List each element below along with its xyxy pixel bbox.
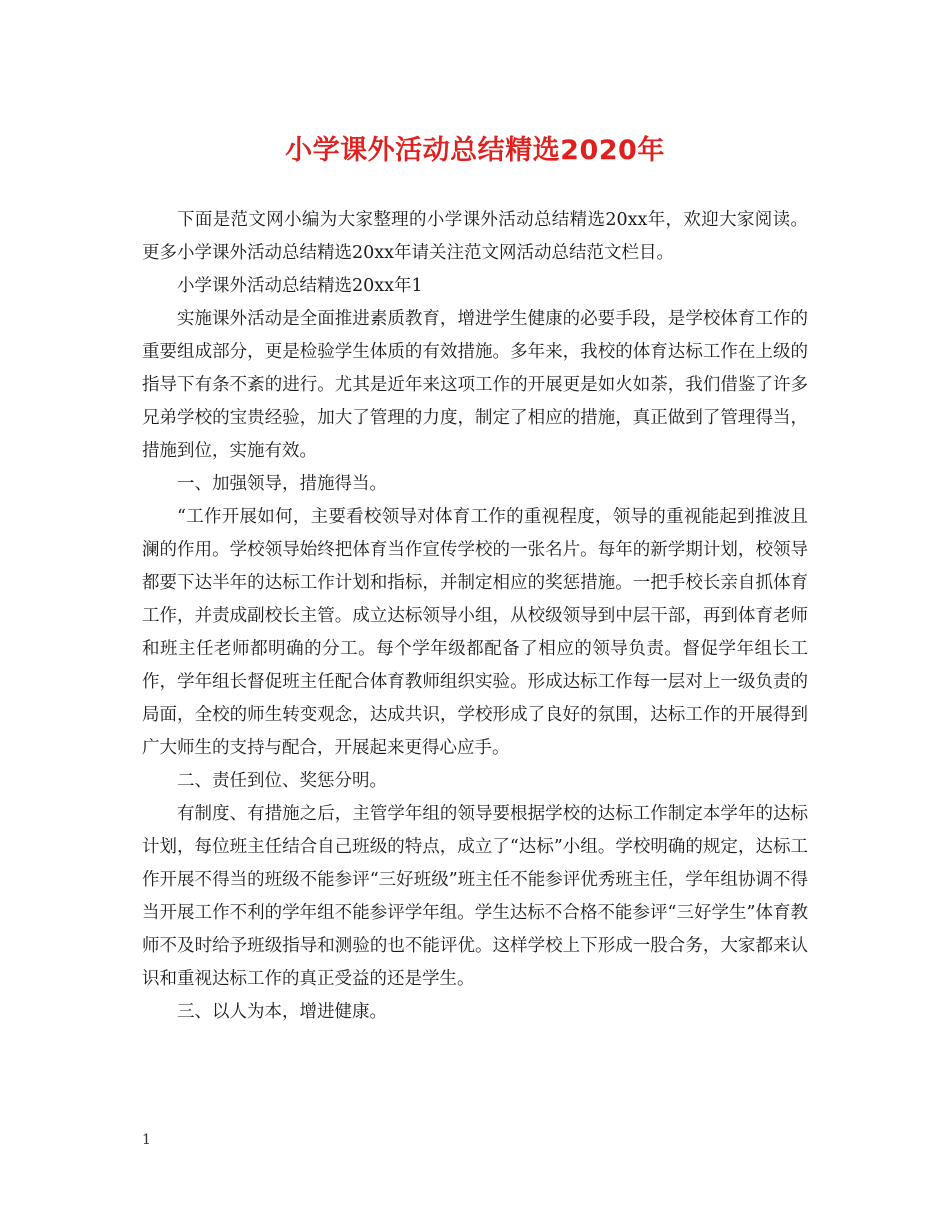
page-number: 1 bbox=[142, 1132, 151, 1148]
body-paragraph: 有制度、有措施之后，主管学年组的领导要根据学校的达标工作制定本学年的达标计划，每位班主任结合自己班级的特点，成立了“达标”小组。学校明确的规定，达标工作开展不得当的班级不能参评“三好班级”班主任不能参评优秀班主任，学年组协调不得当开展工作不利的学年组不能参评学年组。学生达标不合格不能参评“三好学生”体育教师不及时给予班级指导和测验的也不能评优。这样学校上下形成一股合务，大家都来认识和重视达标工作的真正受益的还是学生。 bbox=[142, 804, 808, 989]
section-heading: 二、责任到位、奖惩分明。 bbox=[177, 771, 387, 791]
intro-paragraph: 下面是范文网小编为大家整理的小学课外活动总结精选20xx年，欢迎大家阅读。更多小学课外活动总结精选20xx年请关注范文网活动总结范文栏目。 bbox=[142, 210, 808, 263]
body-paragraph: 实施课外活动是全面推进素质教育，增进学生健康的必要手段，是学校体育工作的重要组成部分，更是检验学生体质的有效措施。多年来，我校的体育达标工作在上级的指导下有条不紊的进行。尤其是近年来这项工作的开展更是如火如荼，我们借鉴了许多兄弟学校的宝贵经验，加大了管理的力度，制定了相应的措施，真正做到了管理得当，措施到位，实施有效。 bbox=[142, 309, 808, 461]
body-paragraph: “工作开展如何，主要看校领导对体育工作的重视程度，领导的重视能起到推波且澜的作用。学校领导始终把体育当作宣传学校的一张名片。每年的新学期计划，校领导都要下达半年的达标工作计划和指标，并制定相应的奖惩措施。一把手校长亲自抓体育工作，并责成副校长主管。成立达标领导小组，从校级领导到中层干部，再到体育老师和班主任老师都明确的分工。每个学年级都配备了相应的领导负责。督促学年组长工作，学年组长督促班主任配合体育教师组织实验。形成达标工作每一层对上一级负责的局面，全校的师生转变观念，达成共识，学校形成了良好的氛围，达标工作的开展得到广大师生的支持与配合，开展起来更得心应手。 bbox=[142, 507, 808, 758]
section-heading: 三、以人为本，增进健康。 bbox=[177, 1002, 387, 1022]
document-body bbox=[142, 204, 808, 1029]
document-title: 小学课外活动总结精选2020年 bbox=[285, 135, 665, 166]
section-heading: 一、加强领导，措施得当。 bbox=[177, 474, 387, 494]
section-subtitle: 小学课外活动总结精选20xx年1 bbox=[177, 276, 423, 296]
